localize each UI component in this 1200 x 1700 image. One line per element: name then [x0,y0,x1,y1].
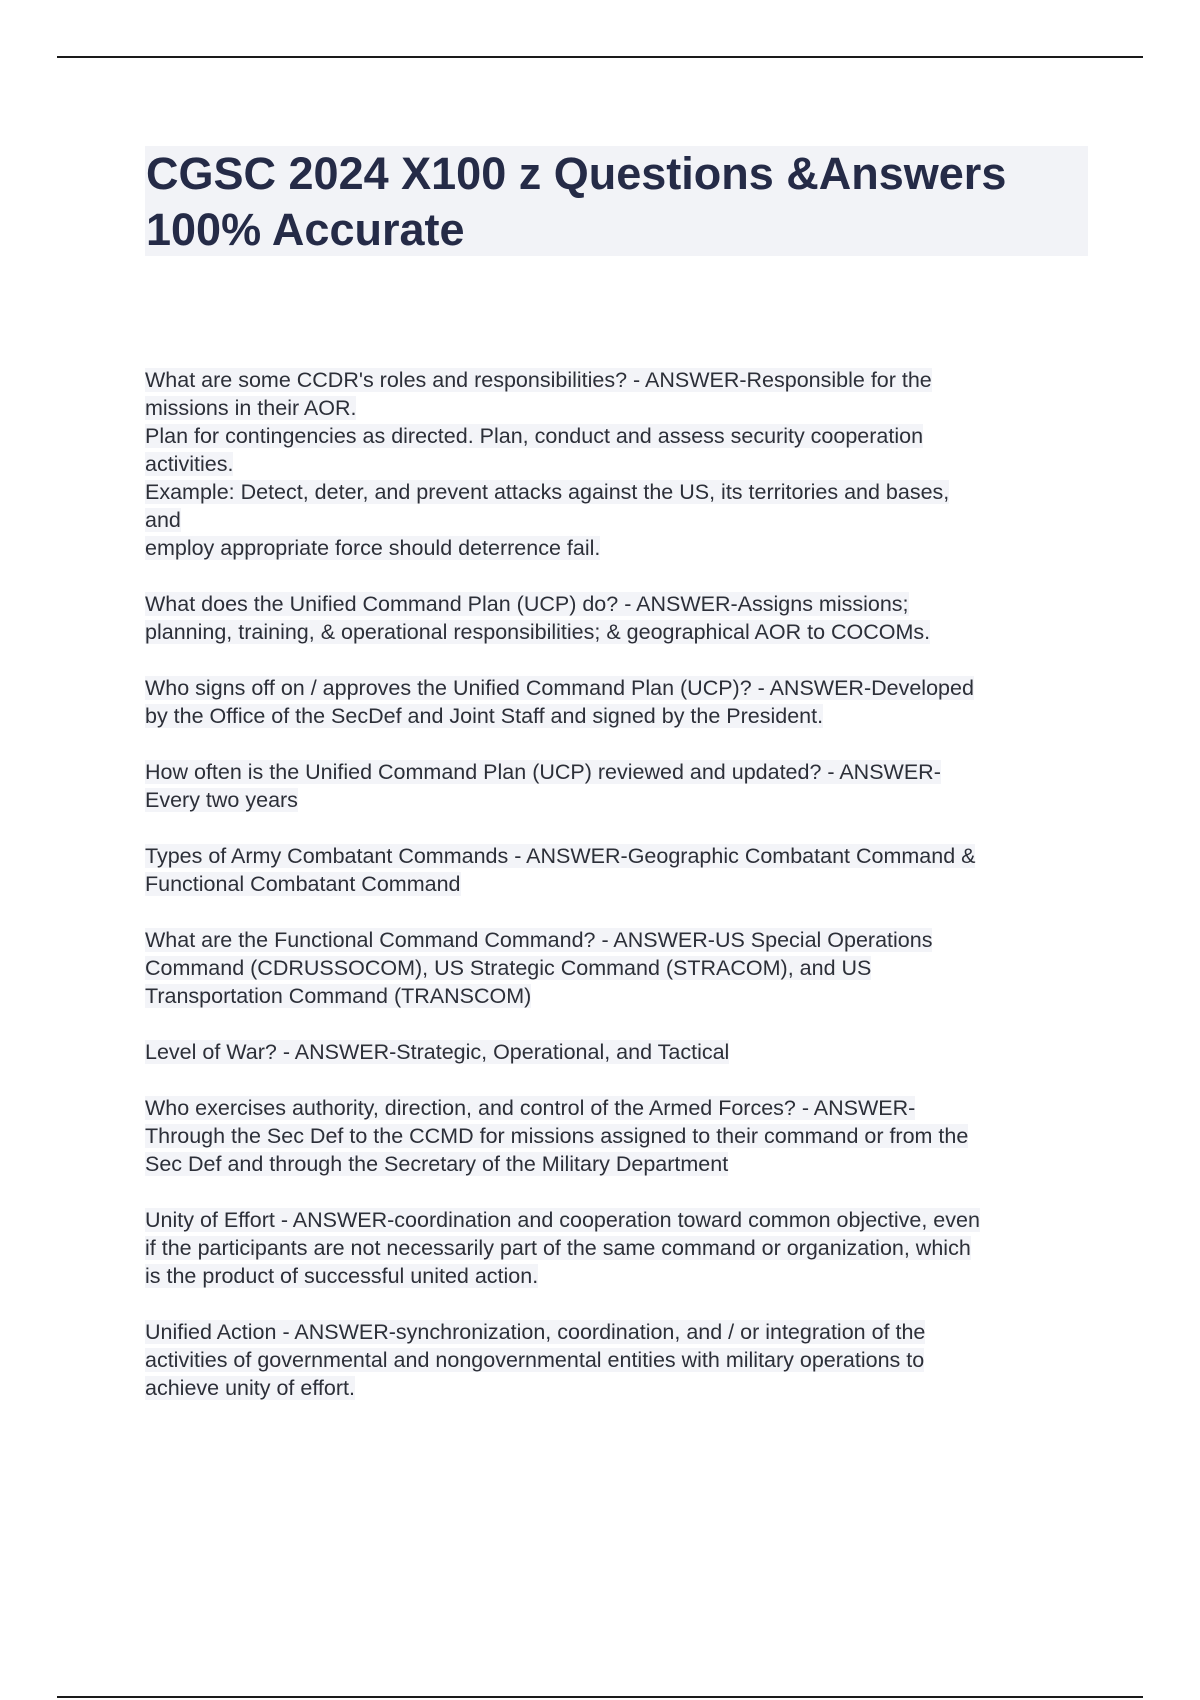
qa-line-text: How often is the Unified Command Plan (UCP) reviewed and updated? - ANSWER- [145,760,941,784]
qa-line [145,842,1095,870]
qa-line [145,870,1095,898]
qa-line-text: employ appropriate force should deterrence fail. [145,536,601,560]
title-line: CGSC 2024 X100 z Questions &Answers [146,148,1007,199]
qa-line [145,1122,1095,1150]
bottom-page-rule [57,1696,1143,1698]
qa-line [145,926,1095,954]
qa-line-text: Transportation Command (TRANSCOM) [145,984,532,1008]
qa-list [145,366,1095,1430]
qa-line-text: Sec Def and through the Secretary of the Military Department [145,1152,729,1176]
qa-line [145,506,1095,534]
qa-line-text: planning, training, & operational responsibilities; & geographical AOR to COCOMs. [145,620,931,644]
qa-line [145,590,1095,618]
qa-item [145,842,1095,898]
qa-line-text: if the participants are not necessarily part of the same command or organization, which [145,1236,971,1260]
qa-line [145,786,1095,814]
qa-line [145,366,1095,394]
title-block [145,146,1088,256]
qa-line [145,1094,1095,1122]
qa-line-text: Through the Sec Def to the CCMD for missions assigned to their command or from the [145,1124,969,1148]
qa-line [145,758,1095,786]
qa-line-text: Who exercises authority, direction, and control of the Armed Forces? - ANSWER- [145,1096,916,1120]
qa-line-text: Unified Action - ANSWER-synchronization, coordination, and / or integration of the [145,1320,926,1344]
qa-line-text: What are the Functional Command Command? - ANSWER-US Special Operations [145,928,933,952]
qa-item [145,758,1095,814]
qa-line-text: missions in their AOR. [145,396,357,420]
qa-line [145,450,1095,478]
qa-line [145,954,1095,982]
qa-item [145,926,1095,1010]
qa-line [145,1262,1095,1290]
qa-line [145,1374,1095,1402]
qa-line [145,618,1095,646]
qa-item [145,1094,1095,1178]
qa-line-text: Functional Combatant Command [145,872,461,896]
document-title [145,146,1088,258]
qa-line-text: Every two years [145,788,298,812]
qa-item [145,590,1095,646]
qa-line-text: and [145,508,181,532]
qa-line-text: is the product of successful united action. [145,1264,539,1288]
qa-line-text: Level of War? - ANSWER-Strategic, Operational, and Tactical [145,1040,730,1064]
qa-line-text: activities of governmental and nongovernmental entities with military operations to [145,1348,925,1372]
qa-line [145,534,1095,562]
qa-line [145,702,1095,730]
qa-item [145,1206,1095,1290]
qa-item [145,1038,1095,1066]
qa-line [145,982,1095,1010]
qa-item [145,366,1095,562]
qa-line-text: Plan for contingencies as directed. Plan, conduct and assess security cooperation [145,424,924,448]
top-page-rule [57,56,1143,58]
qa-line [145,1038,1095,1066]
qa-line [145,1318,1095,1346]
qa-line-text: by the Office of the SecDef and Joint Staff and signed by the President. [145,704,824,728]
qa-line [145,394,1095,422]
qa-line-text: activities. [145,452,234,476]
qa-line-text: Example: Detect, deter, and prevent attacks against the US, its territories and bases, [145,480,950,504]
qa-line-text: Types of Army Combatant Commands - ANSWER-Geographic Combatant Command & [145,844,976,868]
qa-line-text: What does the Unified Command Plan (UCP) do? - ANSWER-Assigns missions; [145,592,909,616]
qa-line [145,1150,1095,1178]
qa-item [145,1318,1095,1402]
qa-line [145,422,1095,450]
qa-line-text: Who signs off on / approves the Unified Command Plan (UCP)? - ANSWER-Developed [145,676,974,700]
qa-line [145,1346,1095,1374]
title-line: 100% Accurate [146,204,465,255]
qa-line [145,1206,1095,1234]
qa-line [145,478,1095,506]
qa-line-text: Command (CDRUSSOCOM), US Strategic Command (STRACOM), and US [145,956,872,980]
qa-line-text: Unity of Effort - ANSWER-coordination and cooperation toward common objective, even [145,1208,980,1232]
qa-line [145,1234,1095,1262]
qa-line-text: achieve unity of effort. [145,1376,355,1400]
qa-line [145,674,1095,702]
qa-item [145,674,1095,730]
qa-line-text: What are some CCDR's roles and responsibilities? - ANSWER-Responsible for the [145,368,932,392]
